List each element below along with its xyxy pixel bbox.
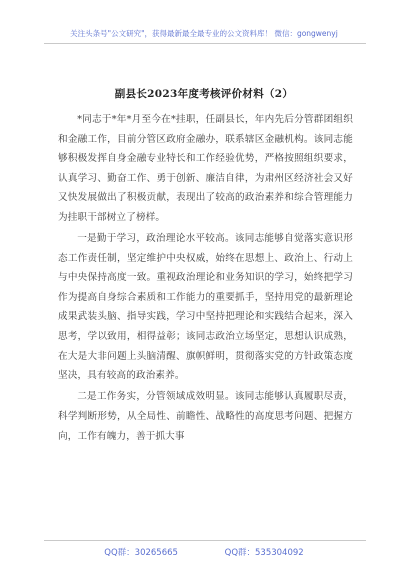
- paragraph-intro: *同志于*年*月至今在*挂职，任副县长，年内先后分管群团组织和金融工作，目前分管区政府金融办，联系辖区金融机构。该同志能够积极发挥自身金融专业特长和工作经验优势，严格按照组织要求，认真学习、勤奋工作、勇于创新、廉洁自律，为肃州区经济社会又好又快发展做出了积极贡献，表现出了较高的政治素养和综合管理能力为挂职干部树立了榜样。: [58, 114, 353, 223]
- paragraph-work: 二是工作务实，分管领域成效明显。该同志能够认真履职尽责，科学判断形势，从全局性、前瞻性、战略性的高度思考问题、把握方向，工作有魄力，善于抓大事: [58, 391, 353, 442]
- footer: [0, 546, 408, 558]
- paragraph-study: 一是勤于学习，政治理论水平较高。该同志能够自觉落实意识形态工作责任制，坚定维护中央权威，始终在思想上、政治上、行动上与中央保持高度一致。重视政治理论和业务知识的学习，始终把学习作为提高自身综合素质和工作能力的重要抓手，坚持用党的最新理论成果武装头脑、指导实践，学习中坚持把理论和实践结合起来，深入思考，学以致用，相得益彰；该同志政治立场坚定，思想认识成熟，在大是大非问题上头脑清醒、旗帜鲜明，贯彻落实党的方针政策态度坚决，具有较高的政治素养。: [58, 233, 353, 382]
- header-note: 关注头条号"公文研究"，获得最新最全最专业的公文资料库！ 微信：gongwenyj: [70, 29, 338, 38]
- document-title: 副县长2023年度考核评价材料（2）: [114, 88, 294, 100]
- footer-qq-group-1: QQ群：30265665: [104, 548, 178, 558]
- header-divider: [44, 43, 366, 44]
- document-body: [58, 110, 353, 448]
- footer-qq-group-2: QQ群：535304092: [224, 548, 304, 558]
- footer-divider: [44, 540, 366, 541]
